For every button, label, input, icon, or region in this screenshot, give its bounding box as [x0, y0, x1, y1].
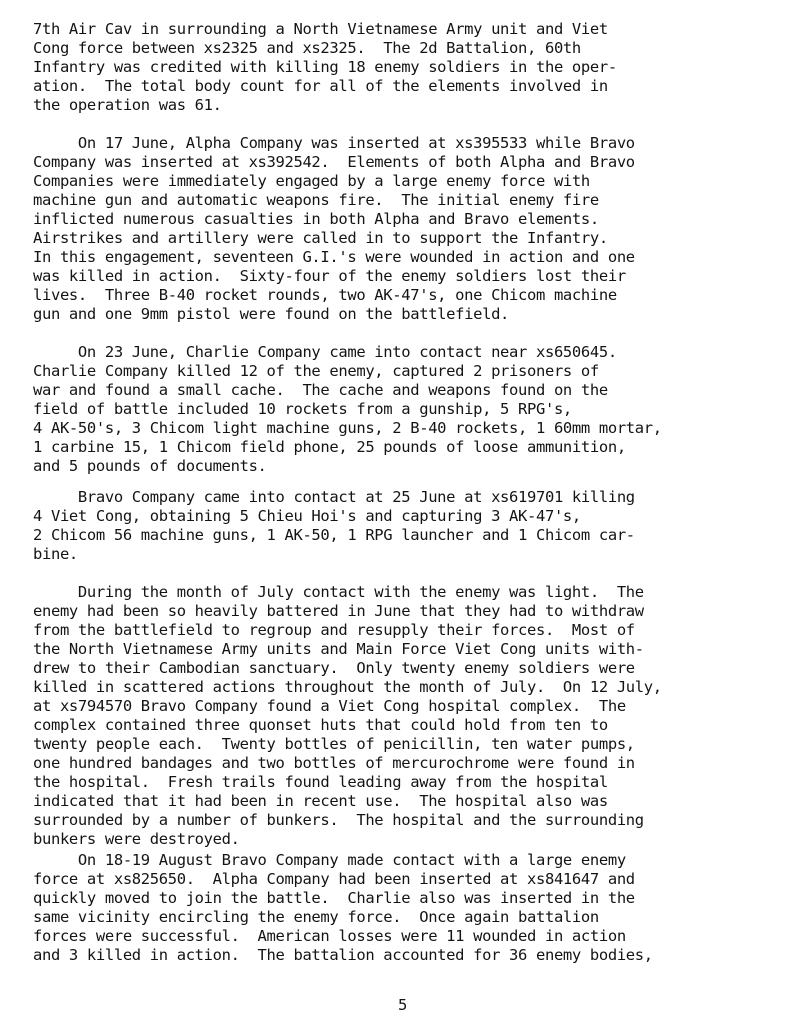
- text-line: complex contained three quonset huts that could hold from ten to: [33, 716, 608, 734]
- text-line: one hundred bandages and two bottles of mercurochrome were found in: [33, 754, 635, 772]
- text-line: 7th Air Cav in surrounding a North Vietnamese Army unit and Viet: [33, 20, 608, 38]
- text-line: the North Vietnamese Army units and Main Force Viet Cong units with-: [33, 640, 644, 658]
- text-line: surrounded by a number of bunkers. The hospital and the surrounding: [33, 811, 644, 829]
- text-line: 1 carbine 15, 1 Chicom field phone, 25 pounds of loose ammunition,: [33, 438, 626, 456]
- text-line: Company was inserted at xs392542. Elements of both Alpha and Bravo: [33, 153, 635, 171]
- text-line: was killed in action. Sixty-four of the enemy soldiers lost their: [33, 267, 626, 285]
- text-line: and 5 pounds of documents.: [33, 457, 267, 475]
- text-line: During the month of July contact with the enemy was light. The: [33, 583, 644, 601]
- text-line: 4 AK-50's, 3 Chicom light machine guns, 2 B-40 rockets, 1 60mm mortar,: [33, 419, 662, 437]
- text-line: forces were successful. American losses were 11 wounded in action: [33, 927, 626, 945]
- text-line: bine.: [33, 545, 78, 563]
- text-line: drew to their Cambodian sanctuary. Only twenty enemy soldiers were: [33, 659, 635, 677]
- text-line: from the battlefield to regroup and resupply their forces. Most of: [33, 621, 635, 639]
- text-line: bunkers were destroyed.: [33, 830, 240, 848]
- text-line: ation. The total body count for all of the elements involved in: [33, 77, 608, 95]
- text-line: Charlie Company killed 12 of the enemy, captured 2 prisoners of: [33, 362, 599, 380]
- text-line: lives. Three B-40 rocket rounds, two AK-47's, one Chicom machine: [33, 286, 617, 304]
- text-line: 2 Chicom 56 machine guns, 1 AK-50, 1 RPG launcher and 1 Chicom car-: [33, 526, 635, 544]
- text-line: Infantry was credited with killing 18 enemy soldiers in the oper-: [33, 58, 617, 76]
- text-line: the operation was 61.: [33, 96, 222, 114]
- text-line: On 23 June, Charlie Company came into contact near xs650645.: [33, 343, 617, 361]
- text-line: and 3 killed in action. The battalion accounted for 36 enemy bodies,: [33, 946, 653, 964]
- text-line: killed in scattered actions throughout the month of July. On 12 July,: [33, 678, 662, 696]
- text-line: twenty people each. Twenty bottles of penicillin, ten water pumps,: [33, 735, 635, 753]
- text-line: 4 Viet Cong, obtaining 5 Chieu Hoi's and capturing 3 AK-47's,: [33, 507, 581, 525]
- text-line: On 18-19 August Bravo Company made contact with a large enemy: [33, 851, 626, 869]
- page-number: 5: [398, 996, 408, 1014]
- text-line: On 17 June, Alpha Company was inserted at xs395533 while Bravo: [33, 134, 635, 152]
- text-line: Airstrikes and artillery were called in to support the Infantry.: [33, 229, 608, 247]
- text-line: gun and one 9mm pistol were found on the battlefield.: [33, 305, 510, 323]
- text-line: indicated that it had been in recent use. The hospital also was: [33, 792, 608, 810]
- text-line: the hospital. Fresh trails found leading away from the hospital: [33, 773, 608, 791]
- text-line: Bravo Company came into contact at 25 June at xs619701 killing: [33, 488, 635, 506]
- text-line: Cong force between xs2325 and xs2325. The 2d Battalion, 60th: [33, 39, 581, 57]
- text-line: at xs794570 Bravo Company found a Viet Cong hospital complex. The: [33, 697, 626, 715]
- text-line: machine gun and automatic weapons fire. The initial enemy fire: [33, 191, 599, 209]
- text-line: war and found a small cache. The cache and weapons found on the: [33, 381, 608, 399]
- text-line: Companies were immediately engaged by a large enemy force with: [33, 172, 590, 190]
- text-line: enemy had been so heavily battered in June that they had to withdraw: [33, 602, 644, 620]
- text-line: In this engagement, seventeen G.I.'s were wounded in action and one: [33, 248, 635, 266]
- text-line: quickly moved to join the battle. Charlie also was inserted in the: [33, 889, 635, 907]
- text-line: force at xs825650. Alpha Company had been inserted at xs841647 and: [33, 870, 635, 888]
- text-line: field of battle included 10 rockets from a gunship, 5 RPG's,: [33, 400, 572, 418]
- text-line: same vicinity encircling the enemy force. Once again battalion: [33, 908, 599, 926]
- text-line: inflicted numerous casualties in both Alpha and Bravo elements.: [33, 210, 599, 228]
